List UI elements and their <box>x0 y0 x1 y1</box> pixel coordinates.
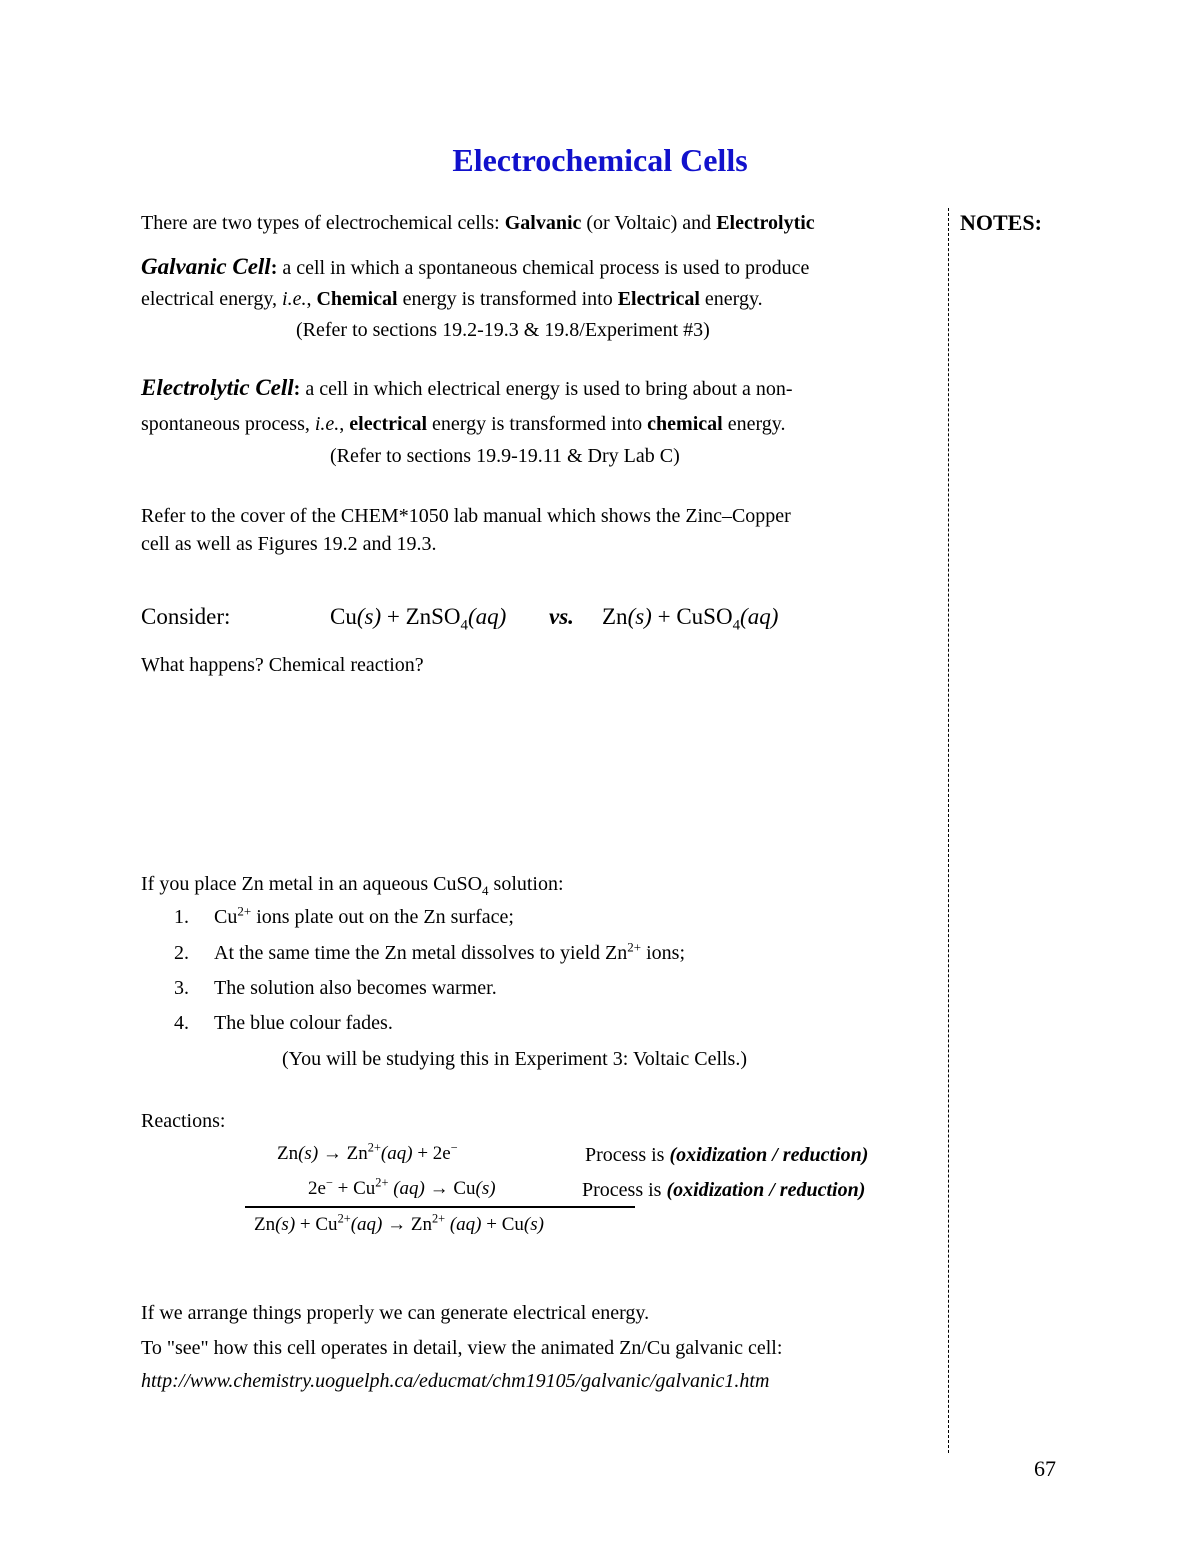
reactions-label: Reactions: <box>141 1110 226 1132</box>
galvanic-definition-line2: electrical energy, i.e., Chemical energy is transformed into Electrical energy. <box>141 288 763 310</box>
notes-heading: NOTES: <box>960 210 1042 235</box>
consider-label: Consider: <box>141 604 231 629</box>
observation-item: 2. At the same time the Zn metal dissolves to yield $Zn^{2+}$ ions; <box>174 939 686 964</box>
place-zn-intro: If you place Zn metal in an aqueous CuSO$_4$ solution: <box>141 873 564 898</box>
galvanic-definition-line1: Galvanic Cell: a cell in which a spontaneous chemical process is used to produce <box>141 254 810 279</box>
observation-item: 1. $Cu^{2+}$ ions plate out on the Zn surface; <box>174 903 514 928</box>
galvanic-term: Galvanic Cell <box>141 254 271 279</box>
observation-item: 4. The blue colour fades. <box>174 1012 393 1034</box>
process-question-1: Process is (oxidization / reduction) <box>585 1144 869 1166</box>
electrolytic-definition-line1: Electrolytic Cell: a cell in which electrical energy is used to bring about a non- <box>141 375 793 400</box>
galvanic-reference: (Refer to sections 19.2-19.3 & 19.8/Experiment #3) <box>296 319 710 341</box>
consider-vs: vs. <box>549 604 574 629</box>
see-cell-line: To "see" how this cell operates in detail, view the animated Zn/Cu galvanic cell: <box>141 1337 783 1359</box>
process-question-2: Process is (oxidization / reduction) <box>582 1179 866 1201</box>
studying-note: (You will be studying this in Experiment 3: Voltaic Cells.) <box>282 1048 747 1070</box>
page-title: Electrochemical Cells <box>452 142 748 178</box>
refer-cover-line2: cell as well as Figures 19.2 and 19.3. <box>141 533 437 555</box>
reaction-sum-line <box>245 1206 635 1208</box>
page-number: 67 <box>1034 1456 1056 1481</box>
observation-item: 3. The solution also becomes warmer. <box>174 977 497 999</box>
electrolytic-definition-line2: spontaneous process, i.e., electrical energy is transformed into chemical energy. <box>141 413 786 435</box>
overall-reaction: $Zn(s) + Cu^{2+}(aq) \to Zn^{2+}$ (aq) + Cu(s) <box>254 1211 544 1235</box>
arrange-line: If we arrange things properly we can generate electrical energy. <box>141 1302 650 1324</box>
notes-divider <box>948 208 949 1453</box>
intro-line: There are two types of electrochemical cells: Galvanic (or Voltaic) and Electrolytic <box>141 212 815 234</box>
electrolytic-reference: (Refer to sections 19.9-19.11 & Dry Lab C) <box>330 445 680 467</box>
consider-equation-left: Cu(s) + ZnSO$_4$(aq) <box>330 604 507 634</box>
refer-cover-line1: Refer to the cover of the CHEM*1050 lab manual which shows the Zinc–Copper <box>141 505 791 527</box>
consider-equation-right: Zn(s) + CuSO$_4$(aq) <box>602 604 779 634</box>
half-reaction-oxidation: $Zn(s) \to Zn^{2+}(aq) + 2e^-$ <box>277 1140 458 1164</box>
galvanic-cell-url[interactable]: http://www.chemistry.uoguelph.ca/educmat/chm19105/galvanic/galvanic1.htm <box>141 1370 770 1392</box>
electrolytic-term: Electrolytic Cell <box>141 375 294 400</box>
half-reaction-reduction: $2e^- + Cu^{2+}$ (aq) → Cu(s) <box>308 1175 496 1199</box>
what-happens-question: What happens? Chemical reaction? <box>141 654 424 676</box>
